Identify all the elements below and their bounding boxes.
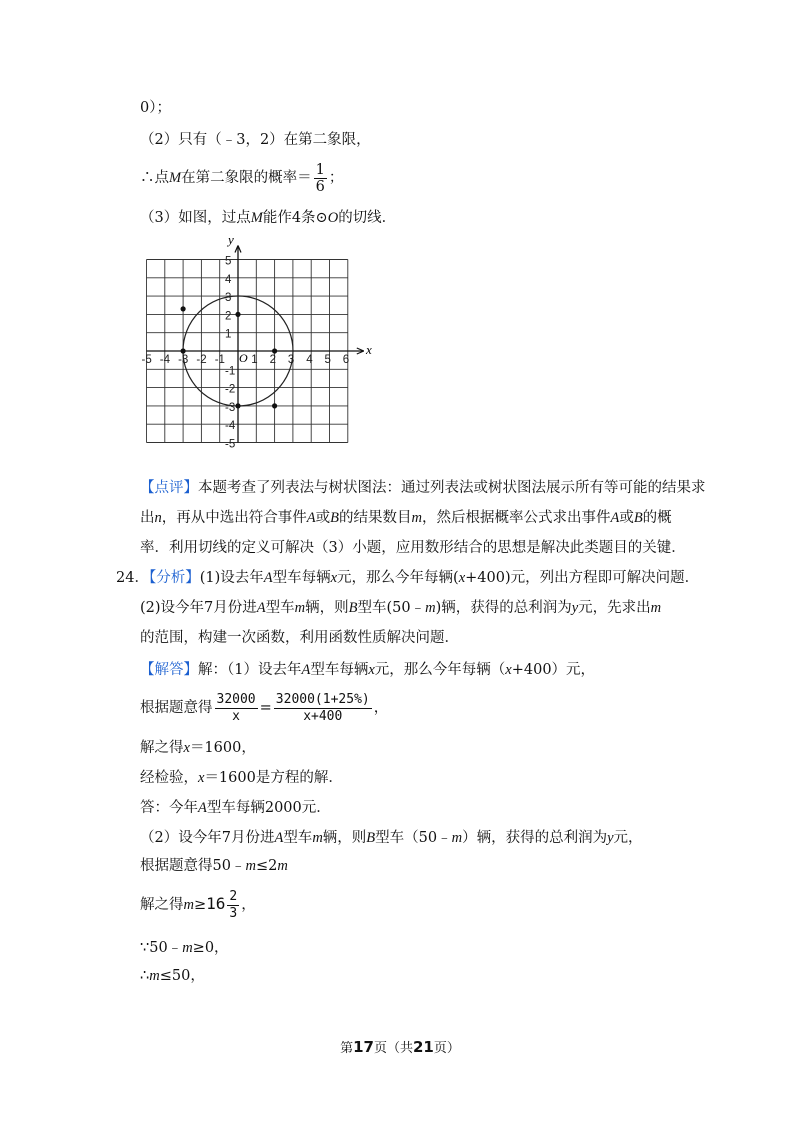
review-line: 出n，再从中选出符合事件A或B的结果数目m，然后根据概率公式求出事件A或B的概 <box>140 510 672 526</box>
x-tick-label: 1 <box>251 354 258 366</box>
fraction: $\frac{32000}{x}$ <box>216 691 256 724</box>
y-tick-label: -2 <box>225 383 236 396</box>
origin-label: O <box>239 351 248 365</box>
q24-solution-line: 根据题意得 $\frac{32000}{x}$ = $\frac{32000(1+25\%)}{x+400}$ ， <box>140 691 389 724</box>
x-tick-label: 2 <box>269 354 277 366</box>
y-tick-label: 5 <box>225 255 232 268</box>
x-tick-label: 3 <box>287 354 295 366</box>
text-line: （2）只有（﹣3，2）在第二象限， <box>140 132 371 148</box>
q24-solution-line: 【解答】解：（1）设去年A型车每辆x元，那么今年每辆（x+400）元， <box>140 662 596 678</box>
y-tick-label: -5 <box>225 438 236 451</box>
y-tick-label: 3 <box>225 292 232 305</box>
fraction: $\frac{32000(1+25\%)}{x+400}$ <box>275 691 370 724</box>
x-tick-label: 4 <box>306 354 313 366</box>
plot-point <box>235 312 240 317</box>
review-tag: 【点评】 <box>140 480 198 496</box>
axes <box>147 246 364 443</box>
q24-solution-line: 解之得m≥16 $\frac{2}{3}$ ， <box>140 888 256 921</box>
plot-point <box>181 306 186 311</box>
q24-solution-line: ∵50﹣m≥0， <box>140 940 229 956</box>
q24-solution-line: 根据题意得50﹣m≤2m <box>140 858 288 874</box>
x-tick-label: -3 <box>178 354 189 366</box>
plot-point <box>235 403 240 408</box>
q24-solution-line: 解之得x＝1600， <box>140 740 256 756</box>
q24-solution-line: （2）设今年7月份进A型车m辆，则B型车（50﹣m）辆，获得的总利润为y元， <box>140 830 643 846</box>
analysis-tag: 【分析】 <box>148 570 200 586</box>
text-line: （3）如图，过点M能作4条⊙O的切线． <box>140 210 397 226</box>
x-tick-label: -4 <box>159 354 171 366</box>
q24-analysis-line: 的范围，构建一次函数，利用函数性质解决问题． <box>140 630 459 646</box>
page-footer: 第17页（共21页） <box>340 1038 460 1056</box>
q24-solution-line: 经检验，x＝1600是方程的解． <box>140 770 343 786</box>
y-tick-label: 2 <box>225 310 232 323</box>
y-tick-label: 1 <box>225 328 232 341</box>
x-axis-label: x <box>366 342 372 357</box>
text-line: ∴点M在第二象限的概率＝ $\frac{1}{6}$ ； <box>140 161 344 195</box>
y-tick-label: -1 <box>225 365 236 378</box>
y-tick-label: 4 <box>225 273 232 286</box>
x-tick-label: 5 <box>324 354 331 366</box>
fraction: $\frac{1}{6}$ <box>315 161 325 195</box>
solution-tag: 【解答】 <box>140 662 198 678</box>
y-tick-label: -4 <box>225 420 236 433</box>
q24-solution-line: 答：今年A型车每辆2000元． <box>140 800 331 816</box>
x-tick-label: 6 <box>342 354 350 366</box>
fraction: $\frac{2}{3}$ <box>229 888 238 921</box>
q24-analysis-line: 24．【分析】(1)设去年A型车每辆x元，那么今年每辆(x+400)元，列出方程即可解决问题． <box>116 570 700 586</box>
x-tick-label: -1 <box>214 354 225 366</box>
question-number: 24． <box>116 570 149 586</box>
page-number: 17 <box>353 1038 374 1056</box>
review-line: 【点评】本题考查了列表法与树状图法：通过列表法或树状图法展示所有等可能的结果求 <box>140 480 706 496</box>
review-line: 率．利用切线的定义可解决（3）小题，应用数形结合的思想是解决此类题目的关键． <box>140 540 686 556</box>
y-tick-label: -3 <box>225 401 236 414</box>
x-tick-label: -2 <box>196 354 207 366</box>
y-axis-label: y <box>228 232 234 247</box>
page-total: 21 <box>413 1038 434 1056</box>
x-tick-label: -5 <box>141 354 152 366</box>
plot-point <box>181 348 186 353</box>
q24-analysis-line: (2)设今年7月份进A型车m辆，则B型车(50﹣m)辆，获得的总利润为y元，先求出m <box>140 600 662 616</box>
q24-solution-line: ∴m≤50， <box>140 968 205 984</box>
plot-point <box>272 348 277 353</box>
plot-point <box>272 403 277 408</box>
text-line: 0）； <box>140 100 171 116</box>
coordinate-figure <box>140 233 370 458</box>
